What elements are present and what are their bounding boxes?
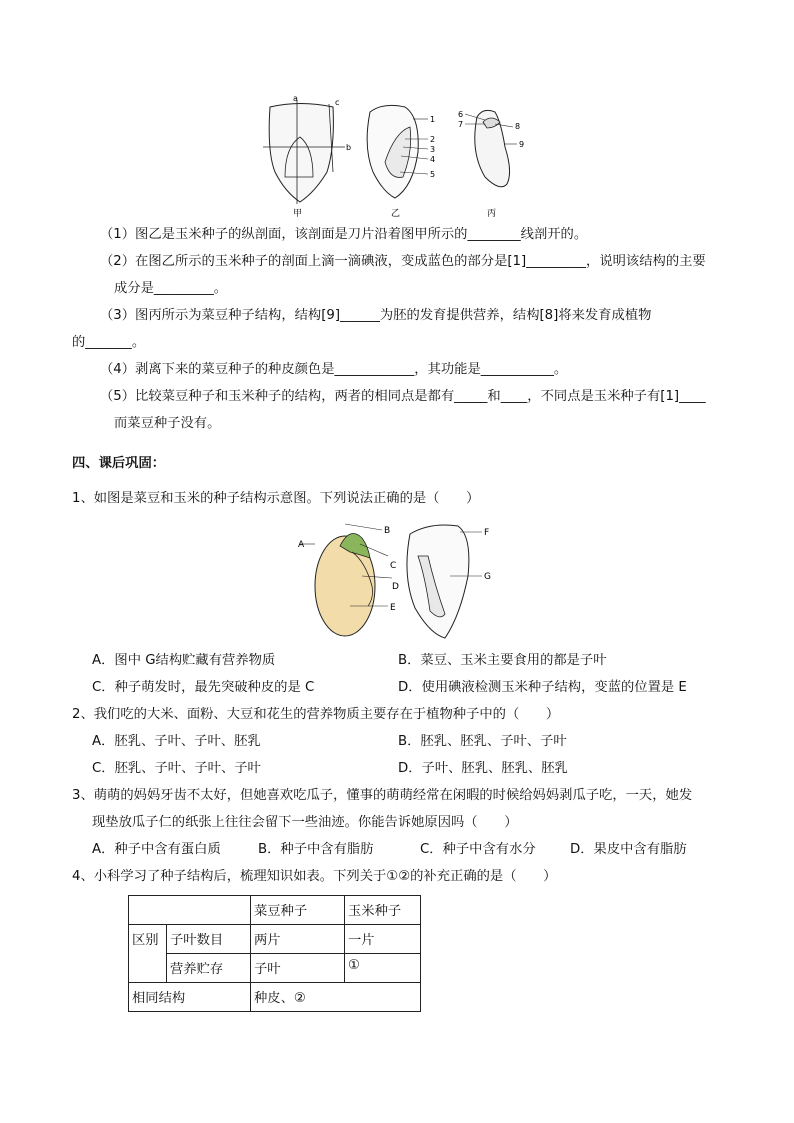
q3-stem-1: 3、萌萌的妈妈牙齿不太好，但她喜欢吃瓜子，懂事的萌萌经常在闲暇的时候给妈妈剥瓜子吃，一天，她发 — [72, 788, 693, 803]
label-G: G — [484, 572, 491, 582]
label-9: 9 — [519, 140, 525, 149]
table-row1-label: 子叶数目 — [167, 925, 251, 954]
bean-corn-diagram — [290, 516, 510, 644]
q1-option-a[interactable]: A．图中 G结构贮藏有营养物质 — [92, 653, 276, 668]
q2-option-c[interactable]: C．胚乳、子叶、子叶、子叶 — [92, 761, 261, 776]
label-5: 5 — [430, 170, 436, 179]
table-row2-label: 营养贮存 — [167, 954, 251, 983]
table-row2-corn: ① — [345, 954, 421, 983]
table-same-label: 相同结构 — [129, 983, 251, 1012]
table-diff-label: 区别 — [129, 925, 167, 983]
table-row2-bean: 子叶 — [251, 954, 345, 983]
q3-option-d[interactable]: D．果皮中含有脂肪 — [570, 842, 687, 857]
label-3: 3 — [430, 145, 436, 154]
label-6: 6 — [458, 110, 464, 119]
question-line-7: （5）比较菜豆种子和玉米种子的结构，两者的相同点是都有_____和____，不同点是玉米种子有[1]____ — [100, 389, 706, 404]
table-same-value: 种皮、② — [251, 983, 421, 1012]
label-F: F — [484, 528, 490, 538]
q3-option-c[interactable]: C．种子中含有水分 — [420, 842, 536, 857]
question-line-1: （1）图乙是玉米种子的纵剖面，该剖面是刀片沿着图甲所示的________线剖开的。 — [100, 227, 588, 242]
question-line-3: 成分是_________。 — [114, 281, 228, 296]
label-A: A — [298, 540, 305, 550]
question-line-6: （4）剥离下来的菜豆种子的种皮颜色是____________，其功能是___________。 — [100, 362, 568, 377]
table-row1-bean: 两片 — [251, 925, 345, 954]
q3-stem-2: 现垫放瓜子仁的纸张上往往会留下一些油迹。你能告诉她原因吗（ ） — [92, 815, 518, 830]
label-D: D — [392, 582, 399, 592]
q2-option-b[interactable]: B．胚乳、胚乳、子叶、子叶 — [398, 734, 567, 749]
question-line-4: （3）图丙所示为菜豆种子结构，结构[9]______为胚的发育提供营养，结构[8]将来发育成植物 — [100, 308, 652, 323]
label-8: 8 — [515, 122, 521, 131]
q1-stem: 1、如图是菜豆和玉米的种子结构示意图。下列说法正确的是（ ） — [72, 491, 480, 506]
seed-diagram-top — [255, 92, 545, 217]
label-a: a — [293, 94, 298, 103]
question-line-5: 的_______。 — [72, 335, 146, 350]
knowledge-table — [128, 895, 421, 1012]
caption-bing: 丙 — [487, 209, 497, 217]
q1-option-d[interactable]: D．使用碘液检测玉米种子结构，变蓝的位置是 E — [398, 680, 687, 695]
q2-option-a[interactable]: A．胚乳、子叶、子叶、胚乳 — [92, 734, 261, 749]
label-b: b — [346, 143, 352, 152]
q1-option-c[interactable]: C．种子萌发时，最先突破种皮的是 C — [92, 680, 315, 695]
label-2: 2 — [430, 135, 436, 144]
section-title: 四、课后巩固： — [72, 456, 166, 471]
label-C: C — [390, 561, 397, 571]
q2-stem: 2、我们吃的大米、面粉、大豆和花生的营养物质主要存在于植物种子中的（ ） — [72, 707, 560, 722]
question-line-8: 而菜豆种子没有。 — [114, 416, 221, 431]
label-7: 7 — [458, 120, 464, 129]
label-c: c — [335, 98, 340, 107]
label-4: 4 — [430, 155, 436, 164]
label-1: 1 — [430, 115, 436, 124]
label-E: E — [390, 603, 396, 613]
q2-option-d[interactable]: D．子叶、胚乳、胚乳、胚乳 — [398, 761, 568, 776]
q1-option-b[interactable]: B．菜豆、玉米主要食用的都是子叶 — [398, 653, 607, 668]
q3-option-a[interactable]: A．种子中含有蛋白质 — [92, 842, 221, 857]
table-row1-corn: 一片 — [345, 925, 421, 954]
question-line-2: （2）在图乙所示的玉米种子的剖面上滴一滴碘液，变成蓝色的部分是[1]_________，说明该结构的主要 — [100, 254, 706, 269]
caption-jia: 甲 — [293, 209, 303, 217]
q4-stem: 4、小科学习了种子结构后，梳理知识如表。下列关于①②的补充正确的是（ ） — [72, 869, 557, 884]
table-header-corn: 玉米种子 — [345, 896, 421, 925]
q3-option-b[interactable]: B．种子中含有脂肪 — [258, 842, 374, 857]
table-header-bean: 菜豆种子 — [251, 896, 345, 925]
caption-yi: 乙 — [391, 209, 401, 217]
label-B: B — [384, 526, 391, 536]
